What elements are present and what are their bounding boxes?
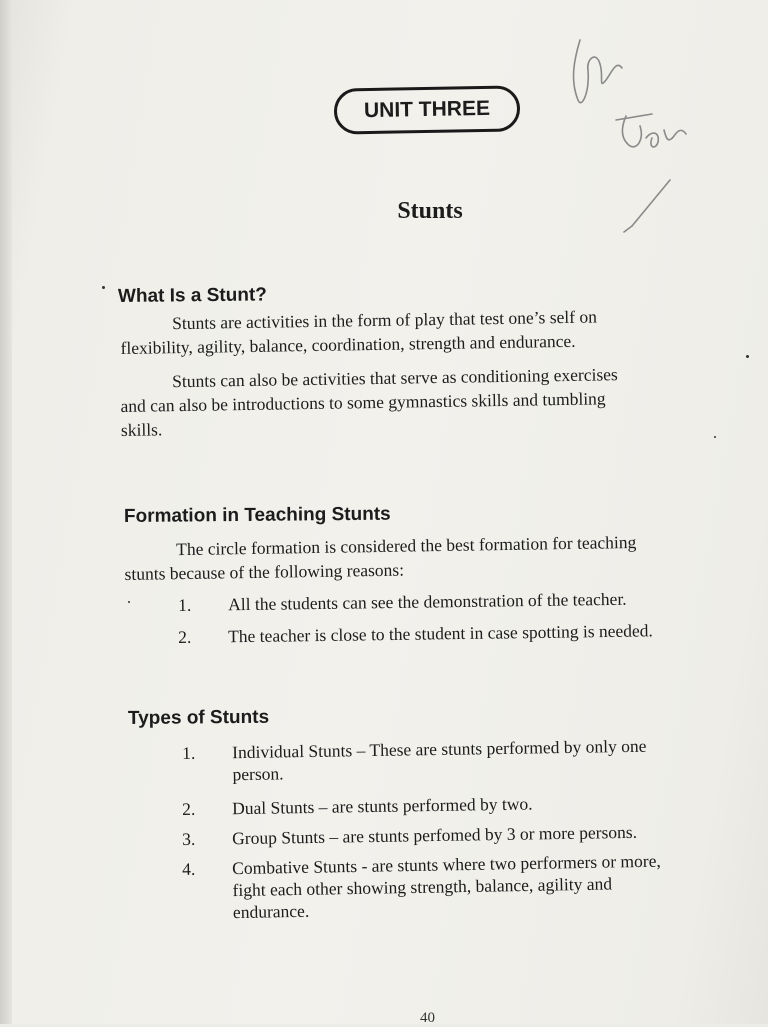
paragraph-line: and can also be introductions to some gymnastics skills and tumbling bbox=[120, 388, 606, 416]
unit-badge bbox=[334, 85, 521, 134]
paragraph-what-is-2 bbox=[120, 360, 733, 442]
list-number: 1. bbox=[178, 594, 192, 615]
paragraph-line: Stunts can also be activities that serve as conditioning exercises bbox=[172, 364, 618, 392]
list-text: The teacher is close to the student in case spotting is needed. bbox=[228, 620, 653, 647]
speck bbox=[102, 286, 105, 289]
paragraph-line: flexibility, agility, balance, coordination, strength and endurance. bbox=[120, 330, 576, 358]
list-text: Group Stunts – are stunts perfomed by 3 or more persons. bbox=[232, 821, 638, 849]
list-text: endurance. bbox=[232, 900, 310, 923]
paragraph-line: Stunts are activities in the form of play that test one’s self on bbox=[172, 306, 598, 334]
paragraph-what-is-1 bbox=[120, 302, 731, 360]
list-number: 3. bbox=[182, 828, 196, 849]
paragraph-formation-intro bbox=[124, 528, 731, 586]
handwritten-annotation bbox=[560, 20, 730, 250]
speck bbox=[746, 355, 749, 358]
list-text: Individual Stunts – These are stunts performed by only one bbox=[232, 735, 647, 763]
page-spine-shadow bbox=[0, 0, 12, 1024]
page-number: 40 bbox=[420, 1010, 435, 1026]
list-text: Combative Stunts - are stunts where two performers or more, bbox=[232, 850, 661, 879]
section-heading-what-is: What Is a Stunt? bbox=[117, 284, 267, 307]
paragraph-line: skills. bbox=[120, 419, 163, 440]
unit-label: UNIT THREE bbox=[363, 96, 491, 123]
list-text: person. bbox=[232, 763, 284, 785]
list-number: 2. bbox=[182, 798, 196, 819]
speck bbox=[128, 601, 130, 603]
paragraph-line: stunts because of the following reasons: bbox=[124, 559, 405, 584]
list-text: fight each other showing strength, balance, agility and bbox=[232, 873, 613, 901]
list-text: Dual Stunts – are stunts performed by two. bbox=[232, 793, 533, 819]
list-number: 4. bbox=[182, 858, 196, 879]
section-heading-formation: Formation in Teaching Stunts bbox=[123, 503, 391, 527]
list-text: All the students can see the demonstration of the teacher. bbox=[228, 588, 627, 615]
section-heading-types: Types of Stunts bbox=[127, 706, 270, 729]
list-number: 1. bbox=[182, 742, 196, 763]
list-number: 2. bbox=[178, 626, 192, 647]
paragraph-line: The circle formation is considered the best formation for teaching bbox=[176, 531, 637, 560]
page-title: Stunts bbox=[397, 198, 463, 224]
speck bbox=[714, 436, 716, 438]
